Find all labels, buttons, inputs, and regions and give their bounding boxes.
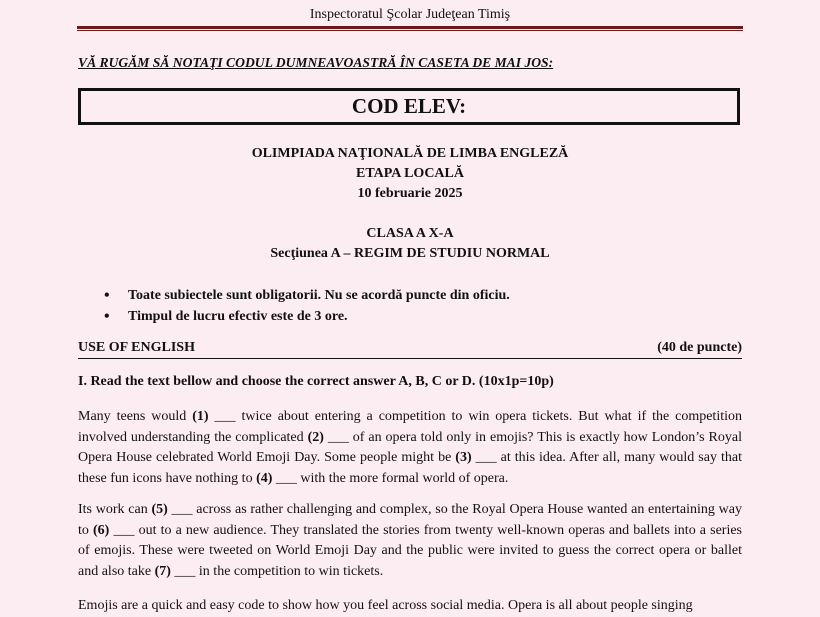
student-code-box[interactable] <box>78 88 740 125</box>
code-box-label: COD ELEV: <box>351 94 467 118</box>
paragraph-3: Emojis are a quick and easy code to show how you feel across social media. Opera is all about people singing <box>78 598 693 613</box>
section-title: USE OF ENGLISH <box>78 340 195 355</box>
class-section: Secţiunea A – REGIM DE STUDIU NORMAL <box>270 246 550 261</box>
section-header <box>78 340 742 359</box>
gap-number: (6) <box>93 522 110 538</box>
gap-number: (5) <box>151 502 168 517</box>
rule-item: • Timpul de lucru efectiv este de 3 ore. <box>100 306 510 327</box>
gap-number: (1) <box>192 409 209 424</box>
olympiad-date: 10 februarie 2025 <box>357 186 463 201</box>
class-heading <box>0 224 820 264</box>
rule-item: • Toate subiectele sunt obligatorii. Nu se acordă puncte din oficiu. <box>100 285 510 306</box>
section-points: (40 de puncte) <box>657 340 742 355</box>
olympiad-stage: ETAPA LOCALĂ <box>356 166 464 181</box>
olympiad-title: OLIMPIADA NAŢIONALĂ DE LIMBA ENGLEZĂ <box>251 146 569 161</box>
rules-list <box>100 285 510 327</box>
gap-number: (7) <box>154 563 171 579</box>
header-divider-thin <box>77 30 743 31</box>
code-notice: VĂ RUGĂM SĂ NOTAŢI CODUL DUMNEAVOASTRĂ ÎN CASETA DE MAI JOS: <box>78 55 554 70</box>
task-title: I. Read the text bellow and choose the correct answer A, B, C or D. (10x1p=10p) <box>78 374 554 389</box>
gap-number: (4) <box>256 470 273 486</box>
header-title: Inspectoratul Şcolar Judeţean Timiş <box>309 7 511 22</box>
header-divider <box>77 26 743 29</box>
class-name: CLASA A X-A <box>366 226 454 241</box>
paragraph-1: Many teens would (1) ___ twice about entering a competition to win opera tickets. But what if the competition involved understanding the complicated (2) ___ of an opera told only in emojis? This is exactly how London’s Royal Opera House celebrated World Emoji Day. Some people might be (3) ___ at this idea. After all, many would say that these fun icons have nothing to (4) ___ with the more formal world of opera. <box>78 409 743 486</box>
gap-number: (2) <box>307 429 324 445</box>
gap-number: (3) <box>455 450 472 465</box>
paragraph-2: Its work can (5) ___ across as rather challenging and complex, so the Royal Opera House wanted an entertaining way to (6) ___ out to a new audience. They translated the stories from twenty well-known operas and ballets into a series of emojis. These were tweeted on World Emoji Day and the public were invited to guess the correct opera or ballet and also take (7) ___ in the competition to win tickets. <box>78 502 743 579</box>
olympiad-heading <box>0 144 820 204</box>
